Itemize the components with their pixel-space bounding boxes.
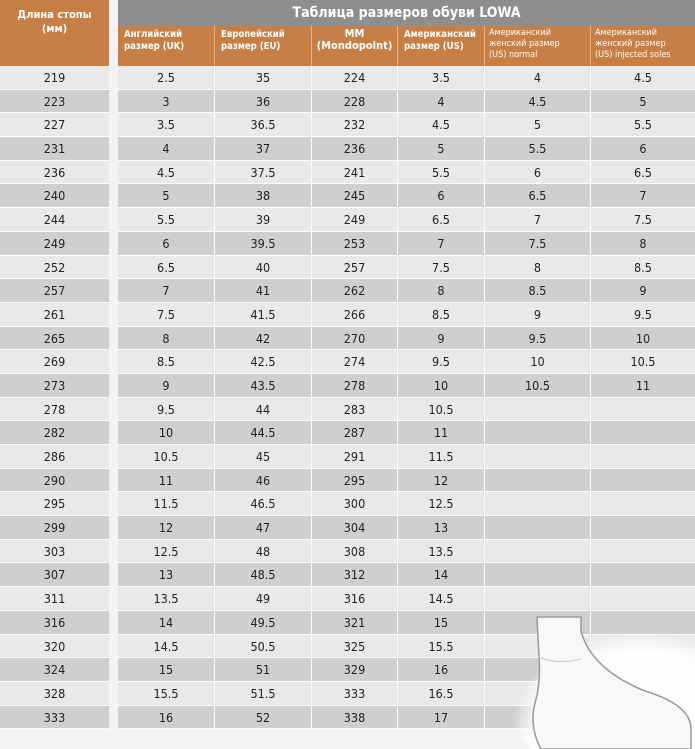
uk-size-cell: 15.5 <box>118 682 215 705</box>
us-women-normal-cell <box>485 445 591 468</box>
foot-length-cell: 290 <box>43 472 66 488</box>
us-size-cell: 5.5 <box>398 161 485 184</box>
uk-size-cell: 12 <box>118 516 215 539</box>
us-size-cell: 6.5 <box>398 208 485 231</box>
eu-size-cell: 49 <box>215 587 312 610</box>
us-size-cell: 12 <box>398 469 485 492</box>
table-row <box>118 184 695 208</box>
table-row <box>118 350 695 374</box>
foot-length-cell: 324 <box>43 662 66 678</box>
eu-size-cell: 36.5 <box>215 113 312 136</box>
us-size-cell: 13.5 <box>398 540 485 563</box>
us-women-injected-cell: 5.5 <box>634 117 652 133</box>
foot-length-cell: 219 <box>43 70 66 85</box>
us-women-injected-cell <box>591 445 695 468</box>
us-women-injected-cell: 8 <box>639 235 647 251</box>
column-header-eu-size-line1: Европейский <box>221 29 285 40</box>
mondopoint-cell: 295 <box>312 469 398 492</box>
foot-length-row <box>0 658 109 682</box>
foot-length-row <box>0 563 109 587</box>
column-header-mondopoint-line1: MM <box>344 27 365 40</box>
eu-size-cell: 35 <box>215 66 312 89</box>
us-size-cell: 7 <box>398 232 485 255</box>
us-women-normal-cell: 8 <box>485 256 591 279</box>
us-women-injected-cell: 7 <box>639 188 647 204</box>
eu-size-cell: 42.5 <box>215 350 312 373</box>
mondopoint-cell: 245 <box>312 184 398 207</box>
foot-length-cell: 261 <box>43 306 66 322</box>
eu-size-cell: 47 <box>215 516 312 539</box>
us-size-cell: 15 <box>398 611 485 634</box>
table-row <box>118 516 695 540</box>
uk-size-cell: 5 <box>118 184 215 207</box>
us-women-injected-cell: 9 <box>639 283 647 299</box>
foot-length-row <box>0 706 109 730</box>
us-women-normal-cell <box>485 421 591 444</box>
uk-size-cell: 9 <box>118 374 215 397</box>
foot-length-row <box>0 184 109 208</box>
column-header-us-size-line1: Американский <box>404 29 476 40</box>
uk-size-cell: 7.5 <box>118 303 215 326</box>
us-size-cell: 11.5 <box>398 445 485 468</box>
foot-length-cell: 269 <box>43 354 66 370</box>
column-headers <box>118 26 695 66</box>
eu-size-cell: 38 <box>215 184 312 207</box>
foot-length-header-line2: (мм) <box>41 22 68 35</box>
foot-length-row <box>0 682 109 706</box>
foot-length-row <box>0 469 109 493</box>
table-row <box>118 279 695 303</box>
uk-size-cell: 6 <box>118 232 215 255</box>
table-row <box>118 90 695 114</box>
mondopoint-cell: 308 <box>312 540 398 563</box>
us-women-normal-cell: 10 <box>485 350 591 373</box>
uk-size-cell: 8.5 <box>118 350 215 373</box>
us-women-normal-cell: 4.5 <box>485 90 591 113</box>
us-women-injected-cell <box>591 469 695 492</box>
us-women-normal-cell: 9 <box>485 303 591 326</box>
foot-length-cell: 249 <box>43 235 66 251</box>
uk-size-cell: 4 <box>118 137 215 160</box>
us-size-cell: 10 <box>398 374 485 397</box>
us-women-injected-cell: 5 <box>639 93 647 109</box>
table-row <box>118 445 695 469</box>
foot-length-row <box>0 374 109 398</box>
uk-size-cell: 10 <box>118 421 215 444</box>
mondopoint-cell: 270 <box>312 327 398 350</box>
mondopoint-cell: 228 <box>312 90 398 113</box>
uk-size-cell: 3 <box>118 90 215 113</box>
foot-length-cell: 328 <box>43 685 66 701</box>
mondopoint-cell: 232 <box>312 113 398 136</box>
mondopoint-cell: 249 <box>312 208 398 231</box>
table-title: Таблица размеров обуви LOWA <box>118 0 695 26</box>
mondopoint-cell: 266 <box>312 303 398 326</box>
uk-size-cell: 12.5 <box>118 540 215 563</box>
us-size-cell: 5 <box>398 137 485 160</box>
us-women-injected-cell: 8.5 <box>634 259 652 275</box>
us-size-cell: 6 <box>398 184 485 207</box>
us-women-normal-cell: 7.5 <box>485 232 591 255</box>
foot-length-cell: 227 <box>43 117 66 133</box>
foot-length-column <box>0 0 109 729</box>
us-women-normal-cell: 5.5 <box>485 137 591 160</box>
eu-size-cell: 48 <box>215 540 312 563</box>
us-women-injected-cell <box>591 398 695 421</box>
table-row <box>118 374 695 398</box>
foot-length-row <box>0 350 109 374</box>
foot-length-row <box>0 303 109 327</box>
uk-size-cell: 3.5 <box>118 113 215 136</box>
column-header-us-women-normal <box>485 26 591 66</box>
eu-size-cell: 40 <box>215 256 312 279</box>
eu-size-cell: 52 <box>215 706 312 729</box>
us-women-injected-cell: 4.5 <box>634 70 652 85</box>
us-women-normal-cell: 8.5 <box>485 279 591 302</box>
uk-size-cell: 9.5 <box>118 398 215 421</box>
uk-size-cell: 6.5 <box>118 256 215 279</box>
eu-size-cell: 49.5 <box>215 611 312 634</box>
uk-size-cell: 11 <box>118 469 215 492</box>
mondopoint-cell: 274 <box>312 350 398 373</box>
uk-size-cell: 8 <box>118 327 215 350</box>
eu-size-cell: 36 <box>215 90 312 113</box>
mondopoint-cell: 257 <box>312 256 398 279</box>
us-size-cell: 8.5 <box>398 303 485 326</box>
us-women-injected-cell <box>591 492 695 515</box>
column-header-us-women-injected-line2: женский размер <box>595 39 666 49</box>
us-size-cell: 9 <box>398 327 485 350</box>
us-size-cell: 8 <box>398 279 485 302</box>
foot-length-row <box>0 90 109 114</box>
foot-length-row <box>0 516 109 540</box>
foot-length-row <box>0 161 109 185</box>
column-header-us-women-normal-line2: женский размер <box>489 39 560 49</box>
table-row <box>118 327 695 351</box>
table-row <box>118 540 695 564</box>
us-women-normal-cell <box>485 563 591 586</box>
foot-length-cell: 299 <box>43 520 66 536</box>
column-header-us-size-line2: размер (US) <box>404 41 464 52</box>
eu-size-cell: 41 <box>215 279 312 302</box>
us-women-injected-cell: 10.5 <box>630 354 656 370</box>
column-header-us-women-normal-line1: Американский <box>489 28 552 38</box>
eu-size-cell: 48.5 <box>215 563 312 586</box>
table-row <box>118 232 695 256</box>
foot-length-cell: 282 <box>43 425 66 441</box>
eu-size-cell: 46 <box>215 469 312 492</box>
eu-size-cell: 37.5 <box>215 161 312 184</box>
uk-size-cell: 5.5 <box>118 208 215 231</box>
us-women-injected-cell <box>591 421 695 444</box>
foot-length-cell: 273 <box>43 377 66 393</box>
foot-outline-icon <box>495 599 695 749</box>
uk-size-cell: 15 <box>118 658 215 681</box>
us-women-injected-cell: 6.5 <box>634 164 652 180</box>
us-size-cell: 10.5 <box>398 398 485 421</box>
eu-size-cell: 50.5 <box>215 635 312 658</box>
column-header-eu-size <box>215 26 312 66</box>
mondopoint-cell: 300 <box>312 492 398 515</box>
foot-length-cell: 311 <box>43 591 66 607</box>
us-women-injected-cell: 7.5 <box>634 212 652 228</box>
foot-length-row <box>0 611 109 635</box>
eu-size-cell: 37 <box>215 137 312 160</box>
us-women-normal-cell: 7 <box>485 208 591 231</box>
table-row <box>118 137 695 161</box>
foot-length-cell: 316 <box>43 614 66 630</box>
mondopoint-cell: 283 <box>312 398 398 421</box>
mondopoint-cell: 312 <box>312 563 398 586</box>
column-header-us-women-normal-line3: (US) normal <box>489 50 538 60</box>
us-size-cell: 7.5 <box>398 256 485 279</box>
eu-size-cell: 39 <box>215 208 312 231</box>
eu-size-cell: 44.5 <box>215 421 312 444</box>
foot-length-rows <box>0 66 109 729</box>
us-women-normal-cell: 9.5 <box>485 327 591 350</box>
table-row <box>118 113 695 137</box>
foot-length-header-line1: Длина стопы <box>17 8 92 21</box>
us-women-injected-cell: 6 <box>639 141 647 157</box>
mondopoint-cell: 338 <box>312 706 398 729</box>
mondopoint-cell: 241 <box>312 161 398 184</box>
eu-size-cell: 41.5 <box>215 303 312 326</box>
eu-size-cell: 51 <box>215 658 312 681</box>
us-women-injected-cell <box>591 540 695 563</box>
us-size-cell: 12.5 <box>398 492 485 515</box>
table-row <box>118 161 695 185</box>
foot-length-cell: 240 <box>43 188 66 204</box>
foot-length-row <box>0 445 109 469</box>
us-women-injected-cell: 10 <box>635 330 651 346</box>
mondopoint-cell: 224 <box>312 66 398 89</box>
us-women-normal-cell <box>485 398 591 421</box>
foot-length-cell: 320 <box>43 638 66 654</box>
uk-size-cell: 10.5 <box>118 445 215 468</box>
mondopoint-cell: 253 <box>312 232 398 255</box>
table-row <box>118 398 695 422</box>
foot-length-row <box>0 113 109 137</box>
foot-length-cell: 333 <box>43 709 66 725</box>
table-row <box>118 208 695 232</box>
foot-length-row <box>0 279 109 303</box>
mondopoint-cell: 325 <box>312 635 398 658</box>
us-size-cell: 3.5 <box>398 66 485 89</box>
us-size-cell: 16.5 <box>398 682 485 705</box>
uk-size-cell: 14.5 <box>118 635 215 658</box>
foot-length-row <box>0 232 109 256</box>
foot-length-cell: 244 <box>43 212 66 228</box>
mondopoint-cell: 236 <box>312 137 398 160</box>
us-size-cell: 15.5 <box>398 635 485 658</box>
uk-size-cell: 7 <box>118 279 215 302</box>
foot-length-cell: 257 <box>43 283 66 299</box>
us-size-cell: 17 <box>398 706 485 729</box>
foot-length-cell: 295 <box>43 496 66 512</box>
eu-size-cell: 43.5 <box>215 374 312 397</box>
us-size-cell: 4.5 <box>398 113 485 136</box>
mondopoint-cell: 321 <box>312 611 398 634</box>
column-header-mondopoint-line2: (Mondopoint) <box>316 39 393 52</box>
foot-length-row <box>0 421 109 445</box>
us-women-normal-cell: 10.5 <box>485 374 591 397</box>
mondopoint-cell: 329 <box>312 658 398 681</box>
column-header-uk-size <box>118 26 215 66</box>
foot-length-header <box>0 0 109 66</box>
us-size-cell: 14.5 <box>398 587 485 610</box>
mondopoint-cell: 304 <box>312 516 398 539</box>
us-size-cell: 14 <box>398 563 485 586</box>
table-row <box>118 66 695 90</box>
column-header-uk-size-line2: размер (UK) <box>124 41 185 52</box>
foot-length-row <box>0 398 109 422</box>
foot-length-row <box>0 256 109 280</box>
foot-length-row <box>0 137 109 161</box>
us-women-injected-cell <box>591 563 695 586</box>
us-women-normal-cell <box>485 469 591 492</box>
us-size-cell: 9.5 <box>398 350 485 373</box>
foot-length-cell: 303 <box>43 543 66 559</box>
table-row <box>118 469 695 493</box>
uk-size-cell: 13 <box>118 563 215 586</box>
foot-length-cell: 278 <box>43 401 66 417</box>
uk-size-cell: 16 <box>118 706 215 729</box>
column-header-us-women-injected <box>591 26 695 66</box>
eu-size-cell: 46.5 <box>215 492 312 515</box>
us-size-cell: 16 <box>398 658 485 681</box>
eu-size-cell: 45 <box>215 445 312 468</box>
eu-size-cell: 42 <box>215 327 312 350</box>
foot-length-row <box>0 635 109 659</box>
uk-size-cell: 11.5 <box>118 492 215 515</box>
foot-length-cell: 265 <box>43 330 66 346</box>
mondopoint-cell: 278 <box>312 374 398 397</box>
column-header-uk-size-line1: Английский <box>124 29 183 40</box>
table-row <box>118 563 695 587</box>
us-women-injected-cell <box>591 516 695 539</box>
eu-size-cell: 51.5 <box>215 682 312 705</box>
foot-length-row <box>0 208 109 232</box>
us-women-normal-cell: 4 <box>485 66 591 89</box>
us-women-normal-cell <box>485 492 591 515</box>
uk-size-cell: 14 <box>118 611 215 634</box>
us-women-normal-cell: 6.5 <box>485 184 591 207</box>
mondopoint-cell: 262 <box>312 279 398 302</box>
foot-length-row <box>0 66 109 90</box>
foot-length-cell: 223 <box>43 93 66 109</box>
mondopoint-cell: 291 <box>312 445 398 468</box>
us-size-cell: 4 <box>398 90 485 113</box>
foot-length-cell: 307 <box>43 567 66 583</box>
foot-length-cell: 231 <box>43 141 66 157</box>
uk-size-cell: 13.5 <box>118 587 215 610</box>
foot-length-row <box>0 327 109 351</box>
table-row <box>118 421 695 445</box>
foot-length-cell: 252 <box>43 259 66 275</box>
us-size-cell: 11 <box>398 421 485 444</box>
foot-length-row <box>0 492 109 516</box>
us-women-normal-cell: 5 <box>485 113 591 136</box>
eu-size-cell: 44 <box>215 398 312 421</box>
foot-length-cell: 286 <box>43 449 66 464</box>
table-row <box>118 256 695 280</box>
column-header-eu-size-line2: размер (EU) <box>221 41 281 52</box>
us-women-normal-cell <box>485 516 591 539</box>
us-women-injected-cell: 11 <box>635 377 651 393</box>
uk-size-cell: 4.5 <box>118 161 215 184</box>
mondopoint-cell: 316 <box>312 587 398 610</box>
foot-length-cell: 236 <box>43 164 66 180</box>
foot-length-row <box>0 587 109 611</box>
mondopoint-cell: 333 <box>312 682 398 705</box>
column-header-mondopoint <box>312 26 398 66</box>
us-size-cell: 13 <box>398 516 485 539</box>
us-women-normal-cell: 6 <box>485 161 591 184</box>
column-header-us-women-injected-line1: Американский <box>595 28 658 38</box>
foot-length-row <box>0 540 109 564</box>
column-header-us-women-injected-line3: (US) injected soles <box>595 50 671 60</box>
us-women-injected-cell: 9.5 <box>634 306 652 322</box>
us-women-normal-cell <box>485 540 591 563</box>
table-row <box>118 492 695 516</box>
column-header-us-size <box>398 26 485 66</box>
eu-size-cell: 39.5 <box>215 232 312 255</box>
table-row <box>118 303 695 327</box>
mondopoint-cell: 287 <box>312 421 398 444</box>
uk-size-cell: 2.5 <box>118 66 215 89</box>
